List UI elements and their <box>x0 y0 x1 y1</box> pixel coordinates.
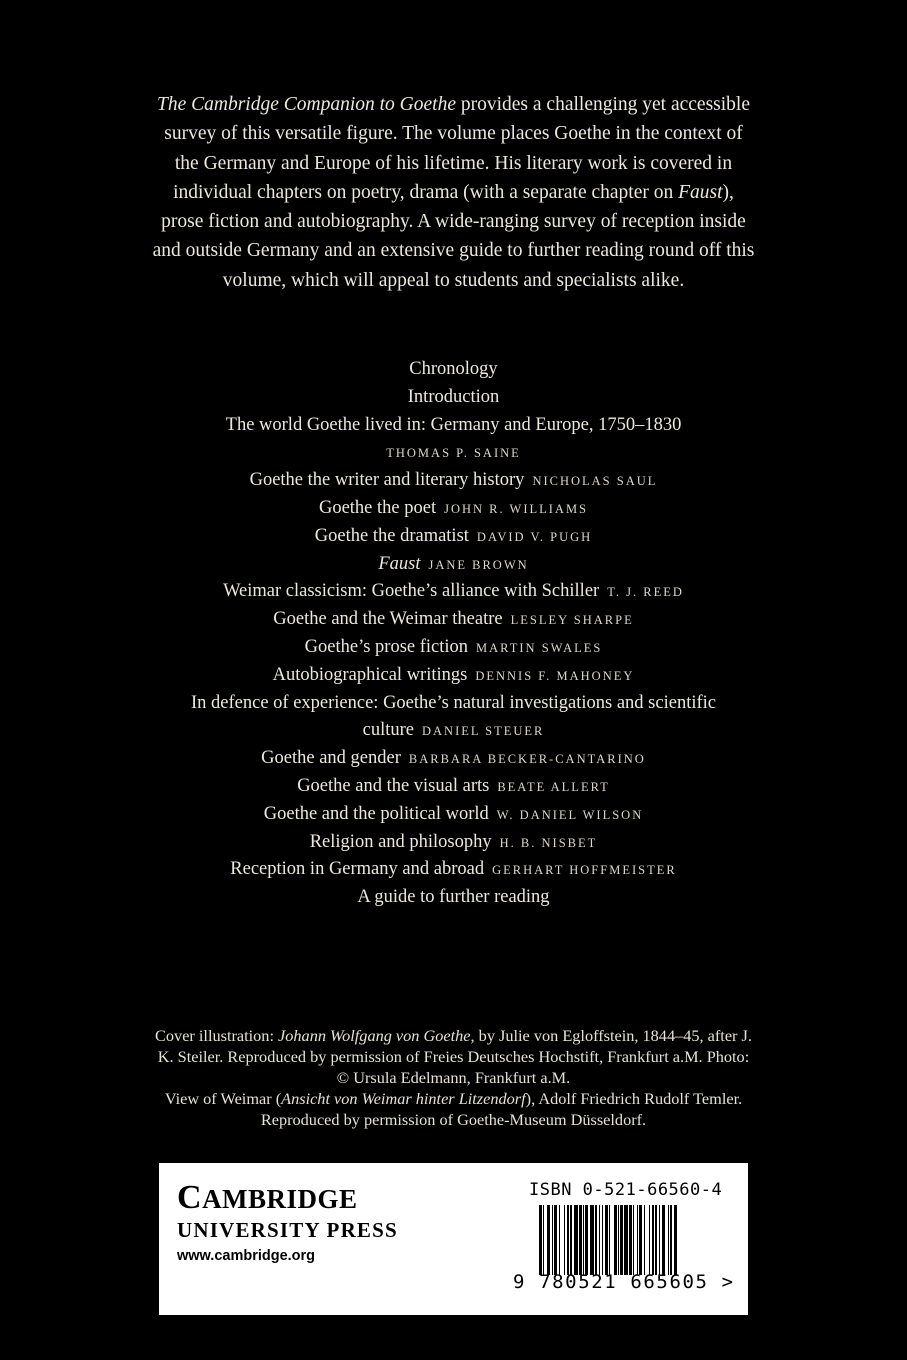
barcode-bar <box>659 1205 660 1275</box>
publisher-name: CAMBRIDGE <box>177 1179 358 1216</box>
toc-entry <box>150 801 757 829</box>
toc-author: T. J. REED <box>607 585 684 600</box>
toc-entry <box>150 662 757 690</box>
toc-entry <box>150 884 757 912</box>
toc-entry <box>150 690 757 718</box>
barcode-bar <box>644 1205 645 1275</box>
toc-author: BEATE ALLERT <box>497 779 610 794</box>
toc-title: Weimar classicism: Goethe’s alliance with Schiller <box>223 581 600 602</box>
barcode-bar <box>670 1205 671 1275</box>
toc-title: Chronology <box>409 359 498 379</box>
barcode-bar <box>614 1205 617 1275</box>
barcode <box>539 1205 717 1275</box>
toc-entry <box>150 829 757 857</box>
toc-entry <box>150 467 757 495</box>
toc-entry <box>150 523 757 551</box>
barcode-bar <box>554 1205 557 1275</box>
barcode-bar <box>639 1205 642 1275</box>
toc-author: H. B. NISBET <box>499 835 598 850</box>
book-description <box>150 90 757 295</box>
toc-title: The world Goethe lived in: Germany and Europe, 1750–1830 <box>225 414 682 435</box>
toc-author: JANE BROWN <box>428 557 529 572</box>
publisher-logo <box>177 1181 398 1264</box>
barcode-bar <box>649 1205 650 1275</box>
barcode-bar <box>559 1205 560 1275</box>
barcode-bar <box>539 1205 542 1275</box>
barcode-bar <box>543 1205 544 1275</box>
credit-work-2: Ansicht von Weimar hinter Litzendorf <box>281 1089 526 1108</box>
table-of-contents <box>150 356 757 912</box>
toc-title: Goethe the writer and literary history <box>249 470 525 491</box>
toc-title: Goethe and gender <box>261 748 401 769</box>
credit-text-2: View of Weimar ( <box>164 1089 282 1108</box>
barcode-bar <box>652 1205 655 1275</box>
credit-text-3: ), Adolf Friedrich Rudolf Temler. Reproduced by permission of Goethe-Museum Düsseldorf. <box>260 1089 743 1129</box>
toc-title: Goethe and the political world <box>263 803 489 824</box>
barcode-bar <box>567 1205 570 1275</box>
toc-author: THOMAS P. SAINE <box>386 446 521 461</box>
isbn-label: ISBN 0-521-66560-4 <box>529 1180 723 1200</box>
toc-title: culture <box>362 720 414 741</box>
barcode-bar <box>595 1205 596 1275</box>
credit-work: Johann Wolfgang von Goethe <box>278 1026 471 1045</box>
barcode-bar <box>579 1205 582 1275</box>
toc-author: DENNIS F. MAHONEY <box>475 668 635 683</box>
barcode-bar <box>552 1205 553 1275</box>
toc-title: Goethe’s prose fiction <box>304 636 469 657</box>
barcode-bar <box>602 1205 603 1275</box>
toc-author: DAVID V. PUGH <box>476 529 593 544</box>
credit-text-1: , by Julie von Egloffstein, 1844–45, after J. K. Steiler. Reproduced by permission of Freies Deutsches Hochstift, Frankfurt a.M. Photo: © Ursula Edelmann, Frankfurt a.M. <box>157 1026 752 1087</box>
barcode-bar <box>674 1205 677 1275</box>
toc-entry <box>150 412 757 440</box>
toc-entry <box>150 384 757 412</box>
toc-title: Religion and philosophy <box>309 831 492 852</box>
toc-author: W. DANIEL WILSON <box>496 807 644 822</box>
barcode-bar <box>655 1205 656 1275</box>
barcode-bar <box>547 1205 551 1275</box>
description-text-1: provides a challenging yet accessible survey of this versatile figure. The volume places Goethe in the context of the Germany and Europe of his lifetime. His literary work is covered in individual chapters on poetry, drama (with a separate chapter on <box>164 94 750 203</box>
toc-entry <box>150 495 757 523</box>
barcode-bar <box>605 1205 608 1275</box>
description-text-2: ), prose fiction and autobiography. A wide-ranging survey of reception inside and outside Germany and an extensive guide to further reading round off this volume, which will appeal to students and specialists alike. <box>152 181 755 291</box>
publisher-press: UNIVERSITY PRESS <box>177 1218 398 1242</box>
toc-author: BARBARA BECKER-CANTARINO <box>408 752 646 767</box>
toc-title: Goethe and the Weimar theatre <box>273 609 503 630</box>
toc-entry <box>150 856 757 884</box>
faust-title: Faust <box>678 181 723 203</box>
barcode-bar <box>609 1205 610 1275</box>
barcode-bar <box>629 1205 632 1275</box>
cover-credit <box>150 1025 757 1130</box>
toc-title: Goethe the poet <box>318 497 437 518</box>
toc-entry <box>150 551 757 579</box>
barcode-bar <box>570 1205 571 1275</box>
publisher-barcode-panel <box>159 1163 748 1315</box>
toc-title: Goethe the dramatist <box>314 525 469 546</box>
barcode-bar <box>590 1205 594 1275</box>
toc-author: DANIEL STEUER <box>421 724 545 739</box>
barcode-bar <box>620 1205 623 1275</box>
barcode-bar <box>624 1205 628 1275</box>
toc-title: Faust <box>378 553 421 574</box>
barcode-bar <box>662 1205 666 1275</box>
toc-title: Goethe and the visual arts <box>297 775 490 796</box>
toc-author: LESLEY SHARPE <box>510 613 634 628</box>
barcode-bar <box>633 1205 634 1275</box>
barcode-bar <box>564 1205 565 1275</box>
toc-entry <box>150 634 757 662</box>
barcode-bar <box>574 1205 578 1275</box>
toc-author: NICHOLAS SAUL <box>532 474 658 489</box>
credit-prefix: Cover illustration: <box>155 1026 279 1045</box>
barcode-number: 9 780521 665605 > <box>513 1271 735 1293</box>
barcode-bar <box>599 1205 600 1275</box>
toc-entry <box>150 578 757 606</box>
publisher-website[interactable]: www.cambridge.org <box>177 1248 316 1264</box>
toc-entry <box>150 439 757 467</box>
barcode-bar <box>668 1205 669 1275</box>
toc-entry <box>150 356 757 384</box>
toc-entry <box>150 717 757 745</box>
toc-author: JOHN R. WILLIAMS <box>444 501 589 516</box>
toc-title: Reception in Germany and abroad <box>230 859 485 880</box>
toc-title: Introduction <box>407 386 500 407</box>
toc-title: In defence of experience: Goethe’s natural investigations and scientific <box>191 692 716 713</box>
toc-author: MARTIN SWALES <box>476 640 603 655</box>
barcode-bar <box>637 1205 638 1275</box>
toc-title: A guide to further reading <box>357 887 550 908</box>
toc-author: GERHART HOFFMEISTER <box>492 863 677 878</box>
toc-entry <box>150 606 757 634</box>
barcode-bar <box>618 1205 619 1275</box>
toc-entry <box>150 773 757 801</box>
toc-title: Autobiographical writings <box>272 664 468 685</box>
toc-entry <box>150 745 757 773</box>
barcode-bar <box>585 1205 588 1275</box>
barcode-bar <box>583 1205 584 1275</box>
book-title: The Cambridge Companion to Goethe <box>157 94 456 115</box>
